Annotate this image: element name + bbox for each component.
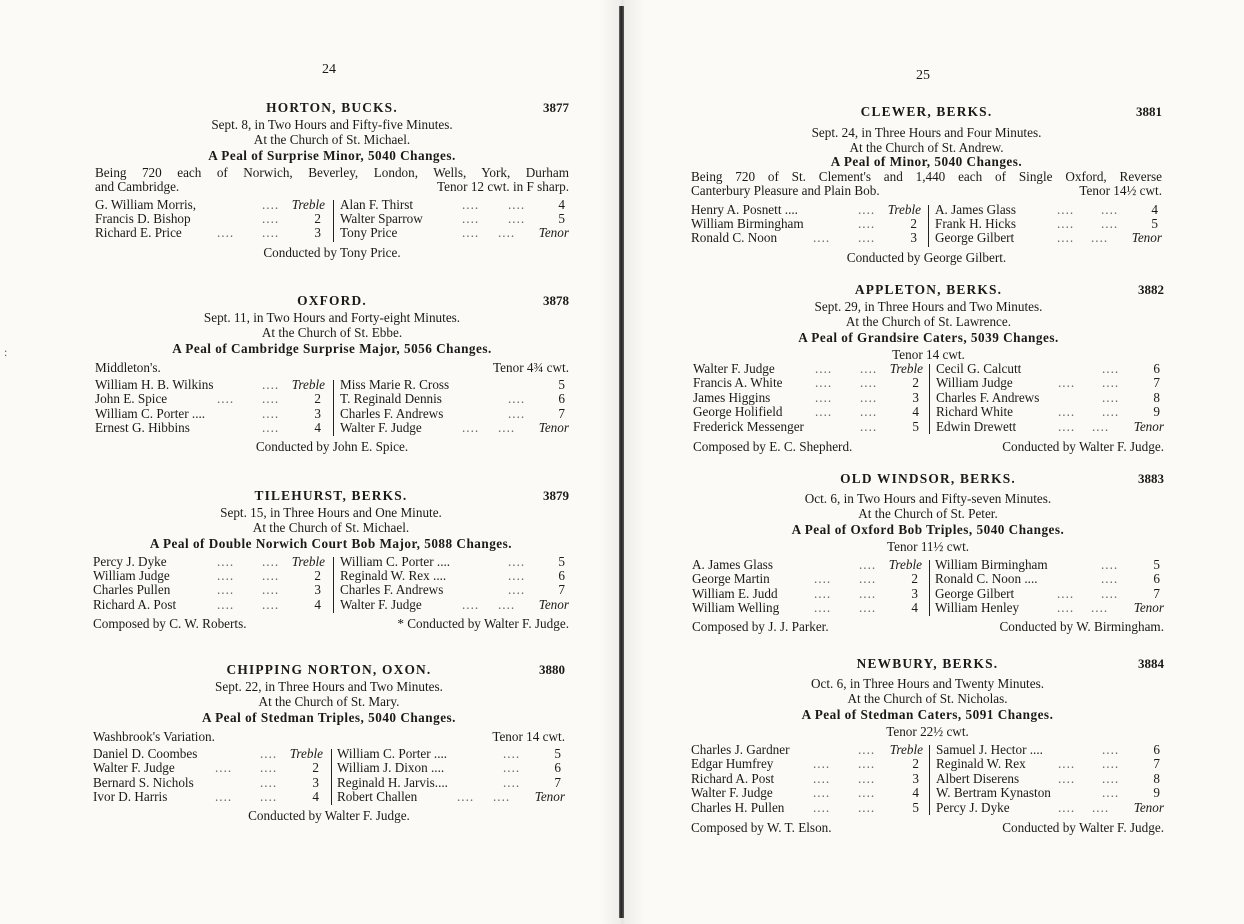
ringer-row: William Judge .... .... 2 <box>93 567 321 583</box>
peal-place: APPLETON, BERKS. <box>854 282 1003 297</box>
ringer-row: Percy J. Dyke .... .... Tenor <box>936 799 1164 815</box>
ringer-row: William Birmingham .... 5 <box>935 557 1160 572</box>
peal-conductor: Conducted by Walter F. Judge. <box>1002 439 1164 454</box>
peal-number: 3880 <box>539 662 565 677</box>
ringer-row: William C. Porter .... .... 5 <box>337 746 561 761</box>
peal-church: At the Church of St. Ebbe. <box>261 324 403 340</box>
peal-number: 3881 <box>1136 104 1162 119</box>
ringer-row: Reginald H. Jarvis.... .... 7 <box>337 774 561 790</box>
peal-church: At the Church of St. Lawrence. <box>845 313 1012 329</box>
peal-date: Sept. 15, in Three Hours and One Minute. <box>220 505 442 520</box>
ringer-row: Walter F. Judge .... .... 2 <box>93 760 319 776</box>
peal-title: A Peal of Surprise Minor, 5040 Changes. <box>208 148 456 163</box>
ringer-row: James Higgins .... .... 3 <box>693 389 919 405</box>
ringer-row: William C. Porter .... .... 3 <box>95 405 321 421</box>
peal-date: Oct. 6, in Three Hours and Twenty Minutes. <box>811 676 1044 691</box>
ringer-row: Charles Pullen .... .... 3 <box>93 582 321 598</box>
peal-title: A Peal of Oxford Bob Triples, 5040 Changes. <box>791 522 1065 537</box>
ringer-row: Henry A. Posnett .... .... Treble <box>691 201 921 217</box>
peal-church: At the Church of St. Mary. <box>258 693 400 709</box>
ringer-row: William Judge .... .... 7 <box>936 375 1160 391</box>
ringers-table <box>93 747 565 805</box>
ringer-row: Frank H. Hicks .... .... 5 <box>935 215 1158 231</box>
peal-tenor: Tenor 22½ cwt. <box>886 723 969 739</box>
ringer-row: Bernard S. Nichols .... 3 <box>93 774 319 790</box>
book-gutter <box>619 6 624 918</box>
peal-tenor: Tenor 14 cwt. <box>492 728 565 744</box>
peal-note: Washbrook's Variation. <box>93 728 215 744</box>
peal-place: HORTON, BUCKS. <box>266 100 398 115</box>
ringer-row: Walter Sparrow .... .... 5 <box>340 210 565 226</box>
peal-conductor: Conducted by Tony Price. <box>263 244 401 260</box>
peal-title: A Peal of Grandsire Caters, 5039 Changes. <box>798 330 1059 345</box>
peal-note: Middleton's. <box>95 359 161 375</box>
ringer-row: Ronald C. Noon .... .... 3 <box>691 230 917 246</box>
peal-church: At the Church of St. Peter. <box>858 505 998 521</box>
peal-note: Being 720 each of Norwich, Beverley, London, Wells, York, Durham <box>95 164 569 180</box>
peal-title: A Peal of Stedman Triples, 5040 Changes. <box>202 710 456 725</box>
ringer-row: Ivor D. Harris .... .... 4 <box>93 789 319 805</box>
peal-tenor: Tenor 14 cwt. <box>892 346 965 362</box>
peal-note: and Cambridge. <box>95 179 180 194</box>
peal-number: 3884 <box>1138 656 1164 671</box>
peal-entry <box>95 101 569 260</box>
peal-title: A Peal of Double Norwich Court Bob Major, 5088 Changes. <box>149 536 513 551</box>
ringer-row: Walter F. Judge .... .... 4 <box>691 785 919 801</box>
ringer-row: W. Bertram Kynaston .... 9 <box>936 785 1160 801</box>
ringer-row: Charles F. Andrews .... 7 <box>340 582 565 598</box>
ringer-row: Miss Marie R. Cross 5 <box>340 377 565 392</box>
peal-place: CHIPPING NORTON, OXON. <box>226 662 432 677</box>
ringer-row: Charles H. Pullen .... .... 5 <box>691 799 919 815</box>
peal-note: Canterbury Pleasure and Plain Bob. <box>691 183 880 198</box>
ringers-table <box>93 555 569 613</box>
ringer-row: John E. Spice .... .... 2 <box>95 391 321 407</box>
left-page: 24 : HORTON, BUCKS. 3877 Sept. 8, in Two Hours and Fifty-five Minutes. At the Church of St. Michael. A Peal of Surprise Minor, 5040 Changes. Being 720 each of Norwich, Beverley, London, Wells, York, Durham and Cambridge. Tenor 12 cwt. in F sharp. G. William Morris, .... Treble Francis D. Bishop .... 2 Richard E. Price .... .... 3 Alan F. Thirst .... .... 4 Walter Sparrow .... .... 5 Tony Price .... .... Tenor Conducted by Tony Price. OXFORD. 3878 Sept. 11, in Two Hours and Forty-eight Minutes. At the Church of St. Ebbe. A Peal of Cambridge Surprise Major, 5056 Changes. Middleton's. Tenor 4¾ cwt. William H. B. Wilkins .... Treble John E. Spice .... .... 2 William C. Porter .... .... 3 Ernest G. Hibbins .... 4 Miss Marie R. Cross 5 T. Reginald Dennis .... 6 Charles F. Andrews .... 7 Walter F. Judge .... .... Tenor Conducted by John E. Spice. TILEHURST, BERKS. 3879 Sept. 15, in Three Hours and One Minute. At the Church of St. Michael. A Peal of Double Norwich Court Bob Major, 5088 Changes. Percy J. Dyke .... .... Treble William Judge .... .... 2 Charles Pullen .... .... 3 Richard A. Post .... .... 4 William C. Porter .... .... 5 Reginald W. Rex .... .... 6 Charles F. Andrews .... 7 Walter F. Judge .... .... Tenor Composed by C. W. Roberts. * Conducted by Walter F. Judge. CHIPPING NORTON, OXON. 3880 Sept. 22, in Three Hours and Two Minutes. At the Church of St. Mary. A Peal of Stedman Triples, 5040 Changes. Washbrook's Variation. Tenor 14 cwt. Daniel D. Coombes .... Treble Walter F. Judge .... .... 2 Bernard S. Nichols .... 3 Ivor D. Harris .... .... 4 William C. Porter .... .... 5 William J. Dixon .... .... 6 Reginald H. Jarvis.... .... 7 Robert Challen .... .... Tenor Conducted by Walter F. Judge. <box>4 62 569 823</box>
ringer-row: T. Reginald Dennis .... 6 <box>340 391 565 407</box>
peal-composer: Composed by W. T. Elson. <box>691 820 832 835</box>
peal-conductor: Conducted by Walter F. Judge. <box>1002 820 1164 835</box>
ringer-row: William Henley .... .... Tenor <box>935 600 1164 616</box>
ringer-row: Walter F. Judge .... .... Tenor <box>340 420 569 436</box>
peal-place: OLD WINDSOR, BERKS. <box>840 471 1016 486</box>
ringer-row: Richard White .... .... 9 <box>936 404 1160 420</box>
ringers-table <box>692 558 1164 616</box>
ringer-row: Richard E. Price .... .... 3 <box>95 225 321 241</box>
peal-church: At the Church of St. Michael. <box>252 519 410 535</box>
peal-place: TILEHURST, BERKS. <box>254 488 408 503</box>
peal-date: Sept. 22, in Three Hours and Two Minutes. <box>215 679 443 694</box>
peal-tenor: Tenor 4¾ cwt. <box>493 359 569 375</box>
ringer-row: Francis A. White .... .... 2 <box>693 375 919 391</box>
ringer-row: Francis D. Bishop .... 2 <box>95 210 321 226</box>
ringer-row: George Gilbert .... .... Tenor <box>935 230 1162 246</box>
ringer-row: Charles F. Andrews .... 7 <box>340 405 565 421</box>
peal-conductor: Conducted by Walter F. Judge. <box>248 808 410 823</box>
ringer-row: Ronald C. Noon .... .... 6 <box>935 571 1160 587</box>
ringer-row: William H. B. Wilkins .... Treble <box>95 377 325 392</box>
ringer-row: William E. Judd .... .... 3 <box>692 585 918 601</box>
peal-place: NEWBURY, BERKS. <box>856 656 999 671</box>
peal-entry <box>93 489 569 631</box>
ringer-row: G. William Morris, .... Treble <box>95 196 325 212</box>
ringer-row: Charles F. Andrews .... 8 <box>936 389 1160 405</box>
peal-title: A Peal of Stedman Caters, 5091 Changes. <box>801 707 1054 722</box>
ringer-row: A. James Glass .... Treble <box>692 557 922 572</box>
peal-entry <box>95 294 569 455</box>
ringer-row: Samuel J. Hector .... .... 6 <box>936 742 1160 757</box>
peal-composer: Composed by E. C. Shepherd. <box>693 439 853 454</box>
ringer-row: Walter F. Judge .... .... Treble <box>693 361 923 376</box>
ringers-table <box>693 362 1164 434</box>
ringer-row: Edwin Drewett .... .... Tenor <box>936 418 1164 434</box>
peal-tenor: Tenor 12 cwt. in F sharp. <box>436 179 569 194</box>
peal-place: OXFORD. <box>297 293 367 308</box>
peal-title: A Peal of Cambridge Surprise Major, 5056 Changes. <box>172 341 492 356</box>
ringer-row: Cecil G. Calcutt .... 6 <box>936 361 1160 376</box>
peal-tenor: Tenor 11½ cwt. <box>886 538 970 554</box>
ringer-row: Tony Price .... .... Tenor <box>340 225 569 241</box>
peal-entry <box>691 657 1164 836</box>
peal-number: 3877 <box>543 100 569 115</box>
peal-title: A Peal of Minor, 5040 Changes. <box>830 154 1023 169</box>
ringer-row: William Birmingham .... 2 <box>691 215 917 231</box>
ringer-row: George Martin .... .... 2 <box>692 571 918 587</box>
ringer-row: Ernest G. Hibbins .... 4 <box>95 420 321 436</box>
ringer-row: George Holifield .... .... 4 <box>693 404 919 420</box>
peal-church: At the Church of St. Andrew. <box>849 139 1004 155</box>
peal-church: At the Church of St. Michael. <box>253 131 411 147</box>
peal-composer: Composed by C. W. Roberts. <box>93 615 247 631</box>
ringers-table <box>95 198 569 242</box>
ringer-row: William C. Porter .... .... 5 <box>340 553 565 569</box>
ringer-row: William J. Dixon .... .... 6 <box>337 760 561 776</box>
peal-date: Oct. 6, in Two Hours and Fifty-seven Minutes. <box>804 491 1052 506</box>
ringer-row: Richard A. Post .... .... 4 <box>93 596 321 612</box>
ringer-row: William Welling .... .... 4 <box>692 600 918 616</box>
peal-date: Sept. 29, in Three Hours and Two Minutes. <box>814 299 1043 314</box>
peal-church: At the Church of St. Nicholas. <box>847 690 1008 706</box>
ringer-row: Albert Diserens .... .... 8 <box>936 770 1160 786</box>
peal-date: Sept. 8, in Two Hours and Fifty-five Minutes. <box>211 117 453 132</box>
ringer-row: Daniel D. Coombes .... Treble <box>93 746 323 761</box>
peal-entry <box>93 663 565 824</box>
peal-conductor: Conducted by George Gilbert. <box>846 249 1007 265</box>
ringer-row: Charles J. Gardner .... Treble <box>691 742 923 757</box>
peal-number: 3878 <box>543 293 569 308</box>
ringer-row: Reginald W. Rex .... .... 7 <box>936 756 1160 772</box>
peal-note: Being 720 of St. Clement's and 1,440 each of Single Oxford, Reverse <box>691 168 1162 184</box>
ringer-row: Richard A. Post .... .... 3 <box>691 770 919 786</box>
peal-entry <box>692 472 1164 635</box>
peal-date: Sept. 11, in Two Hours and Forty-eight Minutes. <box>203 310 461 325</box>
ringer-row: Alan F. Thirst .... .... 4 <box>340 196 565 212</box>
peal-tenor: Tenor 14½ cwt. <box>1079 183 1162 198</box>
ringers-table <box>691 203 1162 247</box>
peal-place: CLEWER, BERKS. <box>860 104 993 119</box>
ringer-row: Edgar Humfrey .... .... 2 <box>691 756 919 772</box>
ringers-table <box>95 378 569 436</box>
peal-entry <box>693 283 1164 455</box>
page-number: 24 <box>322 62 336 77</box>
page-number: 25 <box>916 68 930 83</box>
peal-date: Sept. 24, in Three Hours and Four Minutes. <box>811 125 1042 140</box>
peal-conductor: Conducted by John E. Spice. <box>255 439 409 454</box>
ringer-row: Robert Challen .... .... Tenor <box>337 789 565 805</box>
peal-conductor: * Conducted by Walter F. Judge. <box>397 615 569 631</box>
peal-number: 3883 <box>1138 471 1164 486</box>
ringers-table <box>691 743 1164 815</box>
right-page <box>628 0 1244 924</box>
ringer-row: George Gilbert .... .... 7 <box>935 585 1160 601</box>
ringer-row: Walter F. Judge .... .... Tenor <box>340 596 569 612</box>
ringer-row: Reginald W. Rex .... .... 6 <box>340 567 565 583</box>
peal-composer: Composed by J. J. Parker. <box>692 619 829 634</box>
peal-number: 3879 <box>543 488 569 503</box>
peal-number: 3882 <box>1138 282 1164 297</box>
peal-entry <box>691 105 1162 265</box>
ringer-row: Frederick Messenger .... 5 <box>693 418 919 434</box>
ringer-row: Percy J. Dyke .... .... Treble <box>93 553 325 569</box>
peal-conductor: Conducted by W. Birmingham. <box>999 619 1164 634</box>
ringer-row: A. James Glass .... .... 4 <box>935 201 1158 217</box>
